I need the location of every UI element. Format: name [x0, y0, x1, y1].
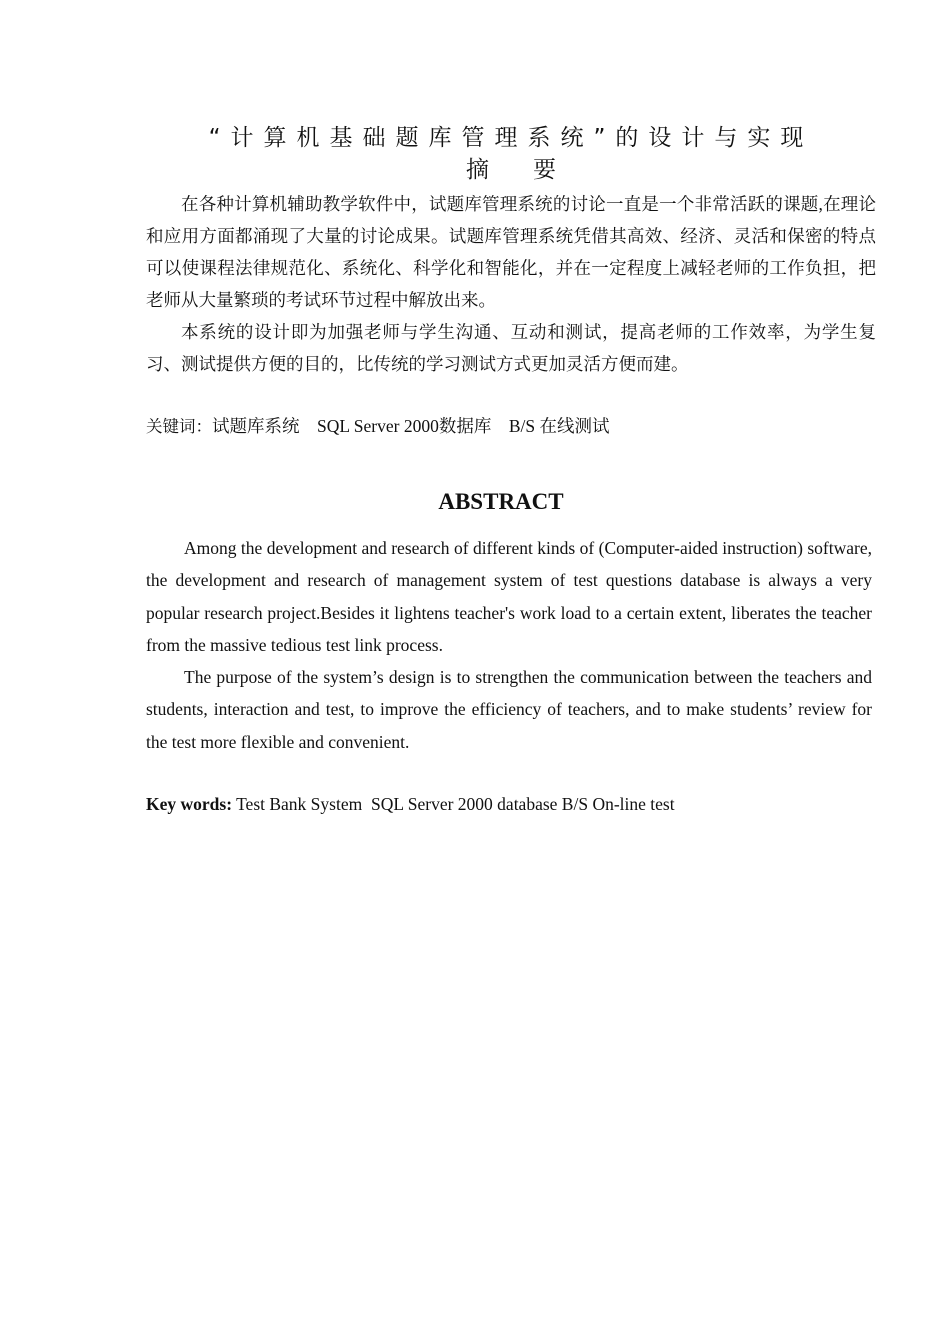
keywords-en-label: Key words:: [146, 794, 233, 814]
abstract-title-cn: [146, 154, 876, 186]
abstract-body-cn: [146, 188, 876, 380]
abstract-paragraph-en: The purpose of the system’s design is to strengthen the communication between the teachers and students, interaction and test, to improve the efficiency of teachers, and to make students’ review for the test more flexible and convenient.: [146, 667, 872, 752]
keywords-cn-label: 关键词：: [146, 417, 212, 436]
abstract-paragraph-cn: 在各种计算机辅助教学软件中，试题库管理系统的讨论一直是一个非常活跃的课题,在理论和应用方面都涌现了大量的讨论成果。试题库管理系统凭借其高效、经济、灵活和保密的特点可以使课程法律规范化、系统化、科学化和智能化，并在一定程度上减轻老师的工作负担，把老师从大量繁琐的考试环节过程中解放出来。: [146, 194, 876, 310]
abstract-paragraph-cn: 本系统的设计即为加强老师与学生沟通、互动和测试，提高老师的工作效率，为学生复习、测试提供方便的目的，比传统的学习测试方式更加灵活方便而建。: [146, 322, 876, 374]
keywords-cn-text: 试题库系统 SQL Server 2000数据库 B/S 在线测试: [212, 416, 610, 436]
keywords-en-text: Test Bank System SQL Server 2000 database B/S On-line test: [232, 794, 675, 814]
keywords-en: [146, 789, 876, 819]
abstract-body-en: [146, 532, 872, 758]
abstract-title-char-1: 摘: [466, 157, 489, 183]
document-title: “计算机基础题库管理系统”的设计与实现: [208, 125, 814, 151]
abstract-title-char-2: 要: [533, 157, 556, 183]
keywords-cn: [146, 410, 876, 443]
abstract-heading-en: ABSTRACT: [438, 489, 564, 514]
abstract-paragraph-en: Among the development and research of different kinds of (Computer-aided instruction) software, the development and research of management system of test questions database is always a very popular research project.Besides it lightens teacher's work load to a certain extent, liberates the teacher from the massive tedious test link process.: [146, 538, 872, 655]
